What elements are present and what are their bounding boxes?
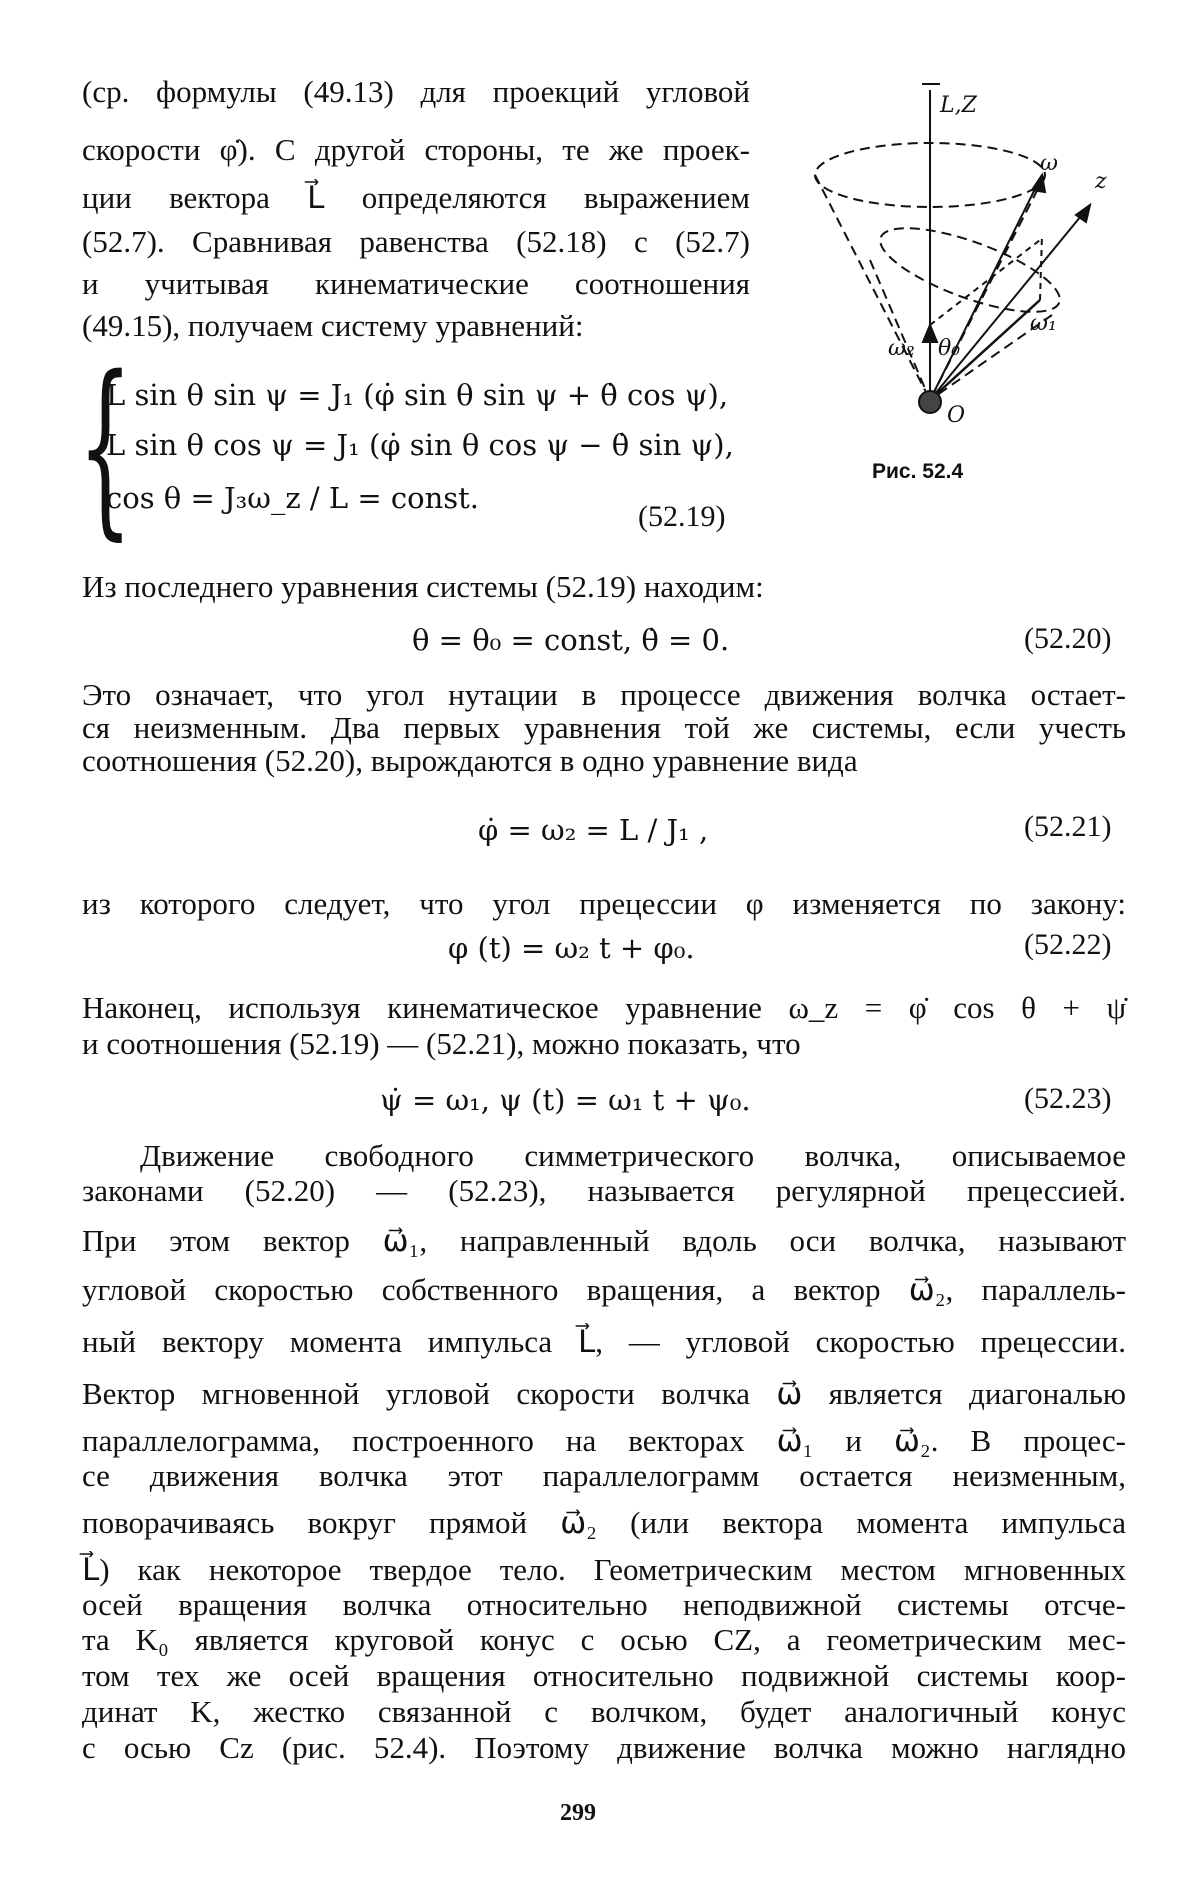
- label-o: O: [947, 403, 966, 428]
- text-line: Движение свободного симметрического волчка, описываемое: [140, 1138, 1126, 1173]
- text-line: законами (52.20) — (52.23), называется регулярной прецессией.: [82, 1173, 1126, 1208]
- text-line: Вектор мгновенной угловой скорости волчка ω⃗ является диагональю: [82, 1376, 1126, 1411]
- label-theta0: θ₀: [938, 336, 961, 361]
- label-z: z: [1095, 169, 1107, 194]
- text-line: динат K, жестко связанной с волчком, будет аналогичный конус: [82, 1694, 1126, 1729]
- page-number: 299: [560, 1800, 596, 1826]
- cone-figure: [790, 70, 1130, 470]
- equation-number: (52.22): [1024, 928, 1112, 961]
- equation-52-21: φ̇ = ω₂ = L / J₁ ,: [478, 813, 709, 847]
- text-line: из которого следует, что угол прецессии φ изменяется по закону:: [82, 886, 1126, 921]
- equation-52-20: θ = θ₀ = const, θ̇ = 0.: [412, 623, 730, 657]
- origin-point: [919, 391, 941, 413]
- text-line: с осью Cz (рис. 52.4). Поэтому движение волчка можно наглядно: [82, 1730, 1126, 1765]
- text-line: ции вектора L⃗ определяются выражением: [82, 180, 750, 215]
- text-line: и соотношения (52.19) — (52.21), можно показать, что: [82, 1026, 801, 1061]
- text-line: и учитывая кинематические соотношения: [82, 266, 750, 301]
- omega-vector: [930, 175, 1042, 400]
- text-line: Это означает, что угол нутации в процессе движения волчка остает-: [82, 677, 1126, 712]
- text-line: поворачиваясь вокруг прямой ω⃗₂ (или вектора момента импульса: [82, 1505, 1126, 1540]
- equation-line: L sin θ sin ψ = J₁ (φ̇ sin θ sin ψ + θ̇ cos ψ),: [106, 378, 729, 412]
- fixed-cone-edge: [815, 175, 930, 400]
- text-line: (52.7). Сравнивая равенства (52.18) с (52.7): [82, 224, 750, 259]
- text-line: ный вектору момента импульса L⃗, — угловой скоростью прецессии.: [82, 1324, 1126, 1359]
- text-line: (49.15), получаем систему уравнений:: [82, 308, 584, 343]
- text-line: Из последнего уравнения системы (52.19) находим:: [82, 569, 764, 604]
- text-line: осей вращения волчка относительно неподвижной системы отсче-: [82, 1587, 1126, 1622]
- text-line: ся неизменным. Два первых уравнения той же системы, если учесть: [82, 710, 1126, 745]
- z-axis: [930, 205, 1090, 400]
- equation-number: (52.21): [1024, 810, 1112, 843]
- equation-52-22: φ (t) = ω₂ t + φ₀.: [448, 931, 695, 965]
- label-omega1: ω₁: [1030, 311, 1057, 336]
- equation-number: (52.19): [638, 500, 726, 533]
- equation-line: L sin θ cos ψ = J₁ (φ̇ sin θ cos ψ − θ̇ sin ψ),: [106, 428, 734, 462]
- figure-caption: Рис. 52.4: [872, 460, 964, 483]
- omega2-arrowhead: [923, 325, 937, 342]
- text-line: скорости φ̇). С другой стороны, те же проек-: [82, 132, 750, 167]
- equation-number: (52.23): [1024, 1082, 1112, 1115]
- text-line: угловой скоростью собственного вращения, а вектор ω⃗₂, параллель-: [82, 1272, 1126, 1307]
- text-line: параллелограмма, построенного на векторах ω⃗₁ и ω⃗₂. В процес-: [82, 1423, 1126, 1458]
- label-omega2: ω₂: [888, 336, 915, 361]
- text-line: се движения волчка этот параллелограмм остается неизменным,: [82, 1458, 1126, 1493]
- text-line: L⃗) как некоторое твердое тело. Геометрическим местом мгновенных: [82, 1552, 1126, 1587]
- equation-52-23: ψ̇ = ω₁, ψ (t) = ω₁ t + ψ₀.: [380, 1083, 751, 1117]
- parallelogram-edge: [1040, 235, 1042, 300]
- text-line: том тех же осей вращения относительно подвижной системы коор-: [82, 1658, 1126, 1693]
- text-line: Наконец, используя кинематическое уравнение ω_z = φ̇ cos θ + ψ̇: [82, 990, 1126, 1025]
- equation-number: (52.20): [1024, 622, 1112, 655]
- equation-line: cos θ = J₃ω_z / L = const.: [106, 481, 480, 515]
- label-omega: ω: [1040, 151, 1058, 176]
- text-line: та K₀ является круговой конус с осью CZ, а геометрическим мес-: [82, 1622, 1126, 1657]
- text-line: соотношения (52.20), вырождаются в одно уравнение вида: [82, 743, 858, 778]
- body-cone-edge: [870, 260, 930, 400]
- label-lz: L,Z: [940, 93, 977, 118]
- text-line: (ср. формулы (49.13) для проекций угловой: [82, 74, 750, 109]
- text-line: При этом вектор ω⃗₁, направленный вдоль оси волчка, называют: [82, 1223, 1126, 1258]
- system-brace: {: [78, 336, 133, 557]
- omega-arrowhead: [1032, 175, 1045, 192]
